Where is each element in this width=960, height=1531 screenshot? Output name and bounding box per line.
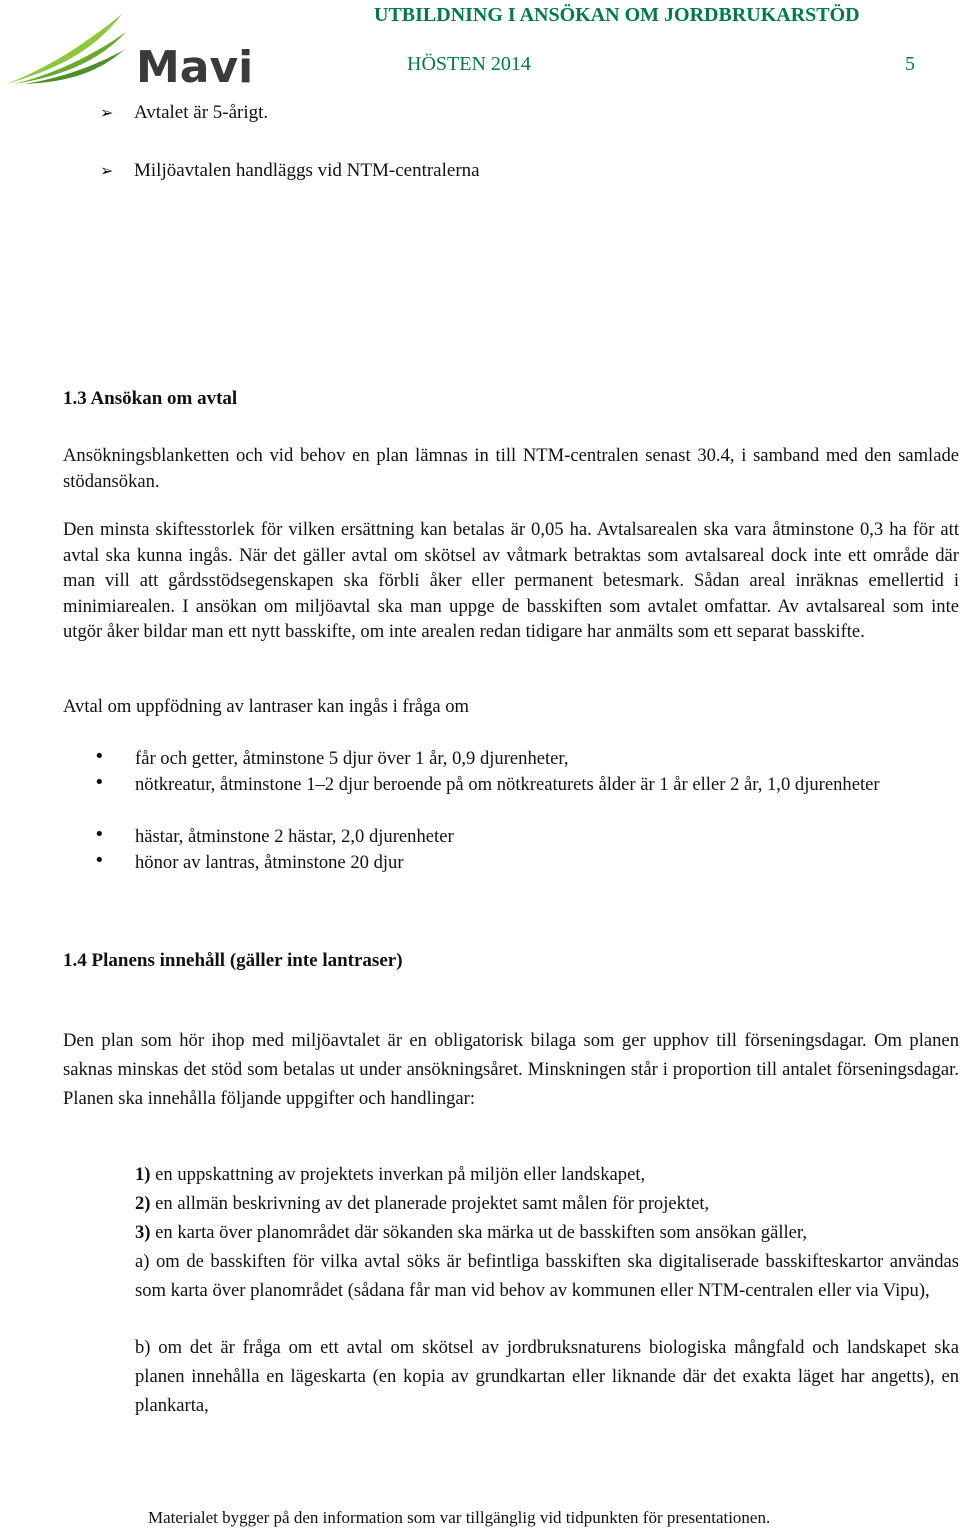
footer-note: Materialet bygger på den information som var tillgänglig vid tidpunkten för presentationen. (148, 1508, 771, 1527)
paragraph-item-a: a) om de basskiften för vilka avtal söks är befintliga basskiften ska digitaliserade basskifteskartor användas som karta över planområdet (sådana får man vid behov av kommunen eller NTM-centralen eller via Vipu), (135, 1251, 959, 1301)
arrow-bullet-icon: ➢ (100, 103, 114, 122)
arrow-list-item: ➢ Miljöavtalen handläggs vid NTM-centralerna (100, 160, 480, 181)
paragraph: Avtal om uppfödning av lantraser kan ingås i fråga om (63, 696, 470, 717)
bullet-item: nötkreatur, åtminstone 1–2 djur beroende på om nötkreaturets ålder är 1 år eller 2 år, 1,0 djurenheter (135, 774, 880, 795)
bullet-icon: • (94, 746, 105, 767)
svg-text:Mavi: Mavi (136, 42, 254, 93)
numbered-item: 1) en uppskattning av projektets inverkan på miljön eller landskapet, (135, 1164, 646, 1185)
bullet-item: hönor av lantras, åtminstone 20 djur (135, 852, 404, 873)
bullet-icon: • (94, 824, 105, 845)
paragraph: Ansökningsblanketten och vid behov en plan lämnas in till NTM-centralen senast 30.4, i samband med den samlade stödansökan. (63, 445, 959, 492)
bullet-icon: • (94, 772, 105, 793)
bullet-item: hästar, åtminstone 2 hästar, 2,0 djurenheter (135, 826, 454, 847)
numbered-item: 2) en allmän beskrivning av det planerade projektet samt målen för projektet, (135, 1193, 710, 1214)
arrow-bullet-icon: ➢ (100, 161, 114, 180)
page-number: 5 (905, 53, 915, 75)
bullet-icon: • (94, 850, 105, 871)
section-heading-1-3: 1.3 Ansökan om avtal (63, 388, 238, 409)
paragraph: Den minsta skiftesstorlek för vilken ersättning kan betalas är 0,05 ha. Avtalsarealen ska vara åtminstone 0,3 ha för att avtal ska kunna ingås. När det gäller avtal om skötsel av våtmark betraktas som avtalsareal dock inte ett område där man vill att gårdsstödsegenskapen ska förbli åker eller permanent betesmark. Sådan areal inräknas emellertid i minimiarealen. I ansökan om miljöavtal ska man uppge de basskiften som avtalet omfattar. Av avtalsareal som inte utgör åker bildar man ett nytt basskifte, om inte arealen redan tidigare har anmälts som ett separat basskifte. (63, 519, 959, 642)
bullet-item: får och getter, åtminstone 5 djur över 1 år, 0,9 djurenheter, (135, 748, 569, 769)
header-subtitle: HÖSTEN 2014 (407, 53, 531, 75)
paragraph-item-b: b) om det är fråga om ett avtal om skötsel av jordbruksnaturens biologiska mångfald och landskapet ska planen innehålla en lägeskarta (en kopia av grundkartan eller liknande där det exakta läget har angetts), en plankarta, (135, 1337, 959, 1416)
paragraph: Den plan som hör ihop med miljöavtalet är en obligatorisk bilaga som ger upphov till förseningsdagar. Om planen saknas minskas det stöd som betalas ut under ansökningsåret. Minskningen står i proportion till antalet förseningsdagar. Planen ska innehålla följande uppgifter och handlingar: (63, 1030, 959, 1109)
arrow-list-item: ➢ Avtalet är 5-årigt. (100, 102, 269, 123)
numbered-item: 3) en karta över planområdet där sökanden ska märka ut de basskiften som ansökan gäller, (135, 1222, 808, 1243)
header-title: UTBILDNING I ANSÖKAN OM JORDBRUKARSTÖD (374, 4, 860, 26)
mavi-logo (4, 10, 254, 93)
section-heading-1-4: 1.4 Planens innehåll (gäller inte lantraser) (63, 950, 403, 971)
